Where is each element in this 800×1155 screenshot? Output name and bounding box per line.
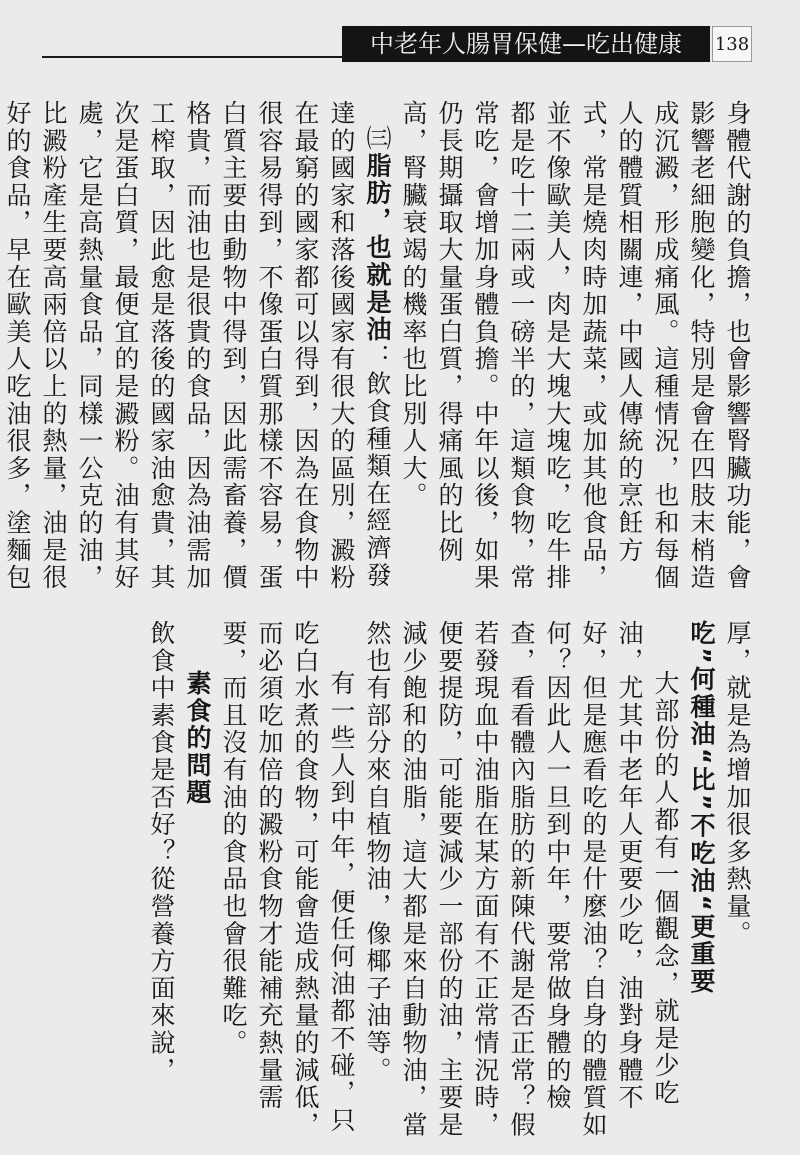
section-heading-fat: 脂肪，也就是油	[363, 152, 392, 344]
paragraph-oil-concept: 大部份的人都有一個觀念，就是少吃油，尤其中老年人更要少吃，油對身體不好，但是應看吃的是什麼油？自身的體質如何？因此人一旦到中年，要常做身體的檢查，看看體內脂肪的新陳代謝是否正常？假若發現血中油脂在某方面有不正常情況時，便要提防，可能要減少一部份的油，主要是減少飽和的油脂，這大都是來自動物油，當然也有部分來自植物油，像椰子油等。	[363, 620, 680, 1139]
paragraph-continued: 厚，就是為增加很多熱量。	[723, 620, 752, 948]
running-header-title: 中老年人腸胃保健—吃出健康	[342, 26, 710, 62]
fat-section-text: ：飲食種類在經濟發達的國家和落後國家有很大的區別，澱粉在最窮的國家都可以得到，因為在食物中很容易得到，不像蛋白質那樣不容易，蛋白質主要由動物中得到，因此需畜養，價格貴，而油也是很貴的食品，因為油需加工榨取，因此愈是落後的國家油愈貴，其次是蛋白質，最便宜的是澱粉。油有其好處，它是高熱量食品，同樣一公克的油，比澱粉產生要高兩倍以上的熱量，油是很好的食品，早在歐美人吃油很多，塗麵包	[3, 100, 392, 592]
paragraph-fat-section	[0, 100, 395, 600]
lower-text-block	[80, 620, 755, 1140]
upper-text-block	[3, 100, 755, 600]
subheading-which-oil: 吃”何種油“比”不吃油“更重要	[687, 620, 716, 996]
section-marker: ㈢	[363, 125, 392, 153]
paragraph-vegetarian: 飲食中素食是否好？從營養方面來說，	[147, 620, 176, 1085]
page-number: 138	[712, 26, 752, 62]
paragraph-no-oil: 有一些人到中年，便任何油都不碰，只吃白水煮的食物，可能會造成熱量的減低，而必須吃加倍的澱粉食物才能補充熱量需要，而且沒有油的食品也會很難吃。	[219, 620, 356, 1139]
section-heading-vegetarian: 素食的問題	[183, 670, 212, 807]
header-rule	[42, 56, 342, 58]
paragraph-protein-effects: 身體代謝的負擔，也會影響腎臟功能，會影響老細胞變化，特別是會在四肢末梢造成沉澱，形成痛風。這種情況，也和每個人的體質相關連，中國人傳統的烹飪方式，常是燒肉時加蔬菜，或加其他食品，並不像歐美人，肉是大塊大塊吃，吃牛排都是吃十二兩或一磅半的，這類食物，常常吃，會增加身體負擔。中年以後，如果仍長期攝取大量蛋白質，得痛風的比例高，腎臟衰竭的機率也比別人大。	[399, 100, 752, 592]
